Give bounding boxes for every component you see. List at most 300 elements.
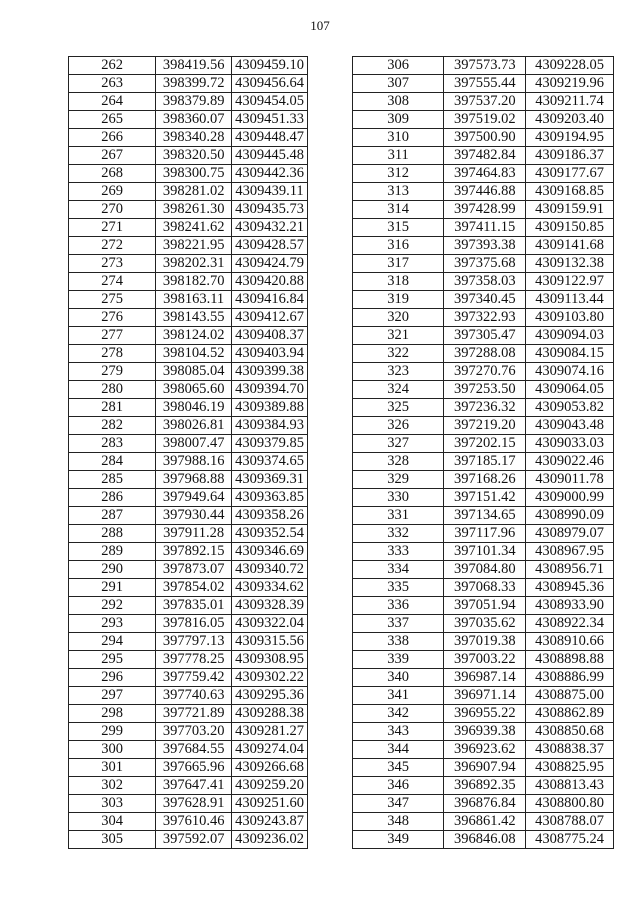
point-number-cell: 317	[353, 255, 444, 273]
table-row	[353, 165, 614, 183]
point-number-cell: 337	[353, 615, 444, 633]
y-coordinate-cell: 4308838.37	[526, 741, 614, 759]
point-number-cell: 312	[353, 165, 444, 183]
x-coordinate-cell: 398419.56	[156, 57, 232, 75]
point-number-cell: 349	[353, 831, 444, 849]
point-number-cell: 329	[353, 471, 444, 489]
x-coordinate-cell: 396907.94	[444, 759, 526, 777]
table-row	[353, 489, 614, 507]
point-number-cell: 304	[69, 813, 156, 831]
y-coordinate-cell: 4309416.84	[232, 291, 308, 309]
table-row	[353, 435, 614, 453]
x-coordinate-cell: 397930.44	[156, 507, 232, 525]
point-number-cell: 274	[69, 273, 156, 291]
x-coordinate-cell: 397358.03	[444, 273, 526, 291]
x-coordinate-cell: 397647.41	[156, 777, 232, 795]
point-number-cell: 314	[353, 201, 444, 219]
x-coordinate-cell: 397446.88	[444, 183, 526, 201]
point-number-cell: 332	[353, 525, 444, 543]
table-row	[353, 471, 614, 489]
point-number-cell: 318	[353, 273, 444, 291]
table-row	[69, 543, 308, 561]
x-coordinate-cell: 397236.32	[444, 399, 526, 417]
x-coordinate-cell: 398202.31	[156, 255, 232, 273]
point-number-cell: 290	[69, 561, 156, 579]
y-coordinate-cell: 4309315.56	[232, 633, 308, 651]
table-row	[69, 759, 308, 777]
y-coordinate-cell: 4308979.07	[526, 525, 614, 543]
point-number-cell: 276	[69, 309, 156, 327]
y-coordinate-cell: 4309445.48	[232, 147, 308, 165]
table-row	[353, 345, 614, 363]
x-coordinate-cell: 396861.42	[444, 813, 526, 831]
table-row	[69, 687, 308, 705]
point-number-cell: 270	[69, 201, 156, 219]
table-row	[353, 561, 614, 579]
x-coordinate-cell: 398163.11	[156, 291, 232, 309]
x-coordinate-cell: 397035.62	[444, 615, 526, 633]
table-row	[69, 309, 308, 327]
table-row	[69, 93, 308, 111]
table-row	[353, 183, 614, 201]
table-row	[69, 363, 308, 381]
table-row	[353, 129, 614, 147]
y-coordinate-cell: 4309456.64	[232, 75, 308, 93]
table-row	[69, 111, 308, 129]
y-coordinate-cell: 4309236.02	[232, 831, 308, 849]
x-coordinate-cell: 397854.02	[156, 579, 232, 597]
y-coordinate-cell: 4308862.89	[526, 705, 614, 723]
y-coordinate-cell: 4308775.24	[526, 831, 614, 849]
table-row	[69, 471, 308, 489]
y-coordinate-cell: 4309369.31	[232, 471, 308, 489]
point-number-cell: 311	[353, 147, 444, 165]
y-coordinate-cell: 4309442.36	[232, 165, 308, 183]
x-coordinate-cell: 397835.01	[156, 597, 232, 615]
table-row	[69, 219, 308, 237]
point-number-cell: 265	[69, 111, 156, 129]
table-row	[69, 777, 308, 795]
point-number-cell: 268	[69, 165, 156, 183]
point-number-cell: 295	[69, 651, 156, 669]
x-coordinate-cell: 397134.65	[444, 507, 526, 525]
table-row	[69, 381, 308, 399]
y-coordinate-cell: 4308850.68	[526, 723, 614, 741]
point-number-cell: 347	[353, 795, 444, 813]
x-coordinate-cell: 397068.33	[444, 579, 526, 597]
point-number-cell: 308	[353, 93, 444, 111]
x-coordinate-cell: 397873.07	[156, 561, 232, 579]
x-coordinate-cell: 398046.19	[156, 399, 232, 417]
x-coordinate-cell: 397003.22	[444, 651, 526, 669]
table-row	[353, 255, 614, 273]
x-coordinate-cell: 398340.28	[156, 129, 232, 147]
y-coordinate-cell: 4309435.73	[232, 201, 308, 219]
y-coordinate-cell: 4309132.38	[526, 255, 614, 273]
x-coordinate-cell: 397628.91	[156, 795, 232, 813]
x-coordinate-cell: 397968.88	[156, 471, 232, 489]
table-row	[353, 327, 614, 345]
x-coordinate-cell: 397703.20	[156, 723, 232, 741]
point-number-cell: 344	[353, 741, 444, 759]
table-row	[69, 255, 308, 273]
table-row	[69, 165, 308, 183]
table-row	[69, 75, 308, 93]
y-coordinate-cell: 4309022.46	[526, 453, 614, 471]
table-row	[69, 417, 308, 435]
point-number-cell: 336	[353, 597, 444, 615]
table-row	[353, 201, 614, 219]
x-coordinate-cell: 398026.81	[156, 417, 232, 435]
y-coordinate-cell: 4309432.21	[232, 219, 308, 237]
x-coordinate-cell: 397592.07	[156, 831, 232, 849]
point-number-cell: 348	[353, 813, 444, 831]
table-row	[69, 453, 308, 471]
point-number-cell: 305	[69, 831, 156, 849]
y-coordinate-cell: 4309328.39	[232, 597, 308, 615]
x-coordinate-cell: 397375.68	[444, 255, 526, 273]
point-number-cell: 307	[353, 75, 444, 93]
x-coordinate-cell: 398085.04	[156, 363, 232, 381]
point-number-cell: 330	[353, 489, 444, 507]
table-row	[69, 507, 308, 525]
x-coordinate-cell: 397797.13	[156, 633, 232, 651]
y-coordinate-cell: 4309389.88	[232, 399, 308, 417]
y-coordinate-cell: 4309228.05	[526, 57, 614, 75]
y-coordinate-cell: 4309340.72	[232, 561, 308, 579]
y-coordinate-cell: 4308788.07	[526, 813, 614, 831]
table-row	[69, 291, 308, 309]
y-coordinate-cell: 4308933.90	[526, 597, 614, 615]
table-row	[353, 111, 614, 129]
y-coordinate-cell: 4309219.96	[526, 75, 614, 93]
table-row	[353, 579, 614, 597]
table-row	[69, 651, 308, 669]
x-coordinate-cell: 397555.44	[444, 75, 526, 93]
x-coordinate-cell: 397168.26	[444, 471, 526, 489]
y-coordinate-cell: 4308875.00	[526, 687, 614, 705]
y-coordinate-cell: 4309374.65	[232, 453, 308, 471]
x-coordinate-cell: 398007.47	[156, 435, 232, 453]
x-coordinate-cell: 397740.63	[156, 687, 232, 705]
table-row	[69, 813, 308, 831]
y-coordinate-cell: 4309064.05	[526, 381, 614, 399]
point-number-cell: 283	[69, 435, 156, 453]
point-number-cell: 310	[353, 129, 444, 147]
y-coordinate-cell: 4308886.99	[526, 669, 614, 687]
point-number-cell: 319	[353, 291, 444, 309]
y-coordinate-cell: 4309379.85	[232, 435, 308, 453]
y-coordinate-cell: 4309150.85	[526, 219, 614, 237]
y-coordinate-cell: 4309084.15	[526, 345, 614, 363]
point-number-cell: 341	[353, 687, 444, 705]
point-number-cell: 298	[69, 705, 156, 723]
point-number-cell: 334	[353, 561, 444, 579]
table-row	[353, 363, 614, 381]
x-coordinate-cell: 397721.89	[156, 705, 232, 723]
table-row	[69, 525, 308, 543]
x-coordinate-cell: 398182.70	[156, 273, 232, 291]
x-coordinate-cell: 397202.15	[444, 435, 526, 453]
y-coordinate-cell: 4308956.71	[526, 561, 614, 579]
table-row	[353, 813, 614, 831]
table-row	[69, 705, 308, 723]
point-number-cell: 313	[353, 183, 444, 201]
point-number-cell: 309	[353, 111, 444, 129]
table-row	[353, 687, 614, 705]
point-number-cell: 335	[353, 579, 444, 597]
y-coordinate-cell: 4309251.60	[232, 795, 308, 813]
table-row	[353, 525, 614, 543]
x-coordinate-cell: 397219.20	[444, 417, 526, 435]
table-row	[69, 615, 308, 633]
point-number-cell: 273	[69, 255, 156, 273]
point-number-cell: 340	[353, 669, 444, 687]
x-coordinate-cell: 398104.52	[156, 345, 232, 363]
point-number-cell: 279	[69, 363, 156, 381]
x-coordinate-cell: 396923.62	[444, 741, 526, 759]
y-coordinate-cell: 4309412.67	[232, 309, 308, 327]
x-coordinate-cell: 398320.50	[156, 147, 232, 165]
point-number-cell: 322	[353, 345, 444, 363]
table-row	[353, 75, 614, 93]
table-row	[353, 453, 614, 471]
y-coordinate-cell: 4309113.44	[526, 291, 614, 309]
table-row	[353, 147, 614, 165]
x-coordinate-cell: 396955.22	[444, 705, 526, 723]
point-number-cell: 342	[353, 705, 444, 723]
x-coordinate-cell: 397084.80	[444, 561, 526, 579]
y-coordinate-cell: 4309281.27	[232, 723, 308, 741]
y-coordinate-cell: 4309454.05	[232, 93, 308, 111]
table-row	[69, 399, 308, 417]
table-row	[69, 57, 308, 75]
point-number-cell: 275	[69, 291, 156, 309]
table-row	[353, 669, 614, 687]
x-coordinate-cell: 397892.15	[156, 543, 232, 561]
y-coordinate-cell: 4309168.85	[526, 183, 614, 201]
x-coordinate-cell: 397537.20	[444, 93, 526, 111]
table-row	[353, 507, 614, 525]
y-coordinate-cell: 4309302.22	[232, 669, 308, 687]
x-coordinate-cell: 398360.07	[156, 111, 232, 129]
table-body	[69, 57, 308, 849]
y-coordinate-cell: 4309451.33	[232, 111, 308, 129]
y-coordinate-cell: 4309266.68	[232, 759, 308, 777]
point-number-cell: 297	[69, 687, 156, 705]
x-coordinate-cell: 397949.64	[156, 489, 232, 507]
point-number-cell: 323	[353, 363, 444, 381]
y-coordinate-cell: 4309420.88	[232, 273, 308, 291]
y-coordinate-cell: 4309259.20	[232, 777, 308, 795]
point-number-cell: 292	[69, 597, 156, 615]
table-row	[69, 129, 308, 147]
y-coordinate-cell: 4309274.04	[232, 741, 308, 759]
y-coordinate-cell: 4309203.40	[526, 111, 614, 129]
point-number-cell: 316	[353, 237, 444, 255]
point-number-cell: 339	[353, 651, 444, 669]
table-row	[69, 345, 308, 363]
point-number-cell: 327	[353, 435, 444, 453]
x-coordinate-cell: 397482.84	[444, 147, 526, 165]
y-coordinate-cell: 4309177.67	[526, 165, 614, 183]
y-coordinate-cell: 4309428.57	[232, 237, 308, 255]
table-row	[69, 327, 308, 345]
y-coordinate-cell: 4309141.68	[526, 237, 614, 255]
y-coordinate-cell: 4309159.91	[526, 201, 614, 219]
x-coordinate-cell: 397411.15	[444, 219, 526, 237]
y-coordinate-cell: 4309408.37	[232, 327, 308, 345]
table-row	[69, 435, 308, 453]
y-coordinate-cell: 4309384.93	[232, 417, 308, 435]
point-number-cell: 269	[69, 183, 156, 201]
x-coordinate-cell: 397988.16	[156, 453, 232, 471]
point-number-cell: 266	[69, 129, 156, 147]
x-coordinate-cell: 397610.46	[156, 813, 232, 831]
point-number-cell: 278	[69, 345, 156, 363]
point-number-cell: 294	[69, 633, 156, 651]
y-coordinate-cell: 4309243.87	[232, 813, 308, 831]
table-row	[69, 237, 308, 255]
x-coordinate-cell: 396876.84	[444, 795, 526, 813]
y-coordinate-cell: 4309033.03	[526, 435, 614, 453]
point-number-cell: 345	[353, 759, 444, 777]
table-row	[353, 723, 614, 741]
y-coordinate-cell: 4309448.47	[232, 129, 308, 147]
table-row	[69, 597, 308, 615]
y-coordinate-cell: 4309053.82	[526, 399, 614, 417]
table-row	[353, 597, 614, 615]
y-coordinate-cell: 4309352.54	[232, 525, 308, 543]
table-row	[353, 219, 614, 237]
x-coordinate-cell: 398221.95	[156, 237, 232, 255]
y-coordinate-cell: 4309074.16	[526, 363, 614, 381]
table-row	[353, 381, 614, 399]
point-number-cell: 262	[69, 57, 156, 75]
point-number-cell: 343	[353, 723, 444, 741]
table-body	[353, 57, 614, 849]
y-coordinate-cell: 4309000.99	[526, 489, 614, 507]
table-row	[353, 543, 614, 561]
y-coordinate-cell: 4308922.34	[526, 615, 614, 633]
x-coordinate-cell: 397051.94	[444, 597, 526, 615]
point-number-cell: 263	[69, 75, 156, 93]
point-number-cell: 299	[69, 723, 156, 741]
table-row	[353, 705, 614, 723]
x-coordinate-cell: 396987.14	[444, 669, 526, 687]
point-number-cell: 306	[353, 57, 444, 75]
x-coordinate-cell: 398143.55	[156, 309, 232, 327]
point-number-cell: 281	[69, 399, 156, 417]
y-coordinate-cell: 4308967.95	[526, 543, 614, 561]
y-coordinate-cell: 4308945.36	[526, 579, 614, 597]
point-number-cell: 315	[353, 219, 444, 237]
y-coordinate-cell: 4309194.95	[526, 129, 614, 147]
table-row	[69, 633, 308, 651]
point-number-cell: 285	[69, 471, 156, 489]
y-coordinate-cell: 4309424.79	[232, 255, 308, 273]
y-coordinate-cell: 4309103.80	[526, 309, 614, 327]
table-row	[69, 201, 308, 219]
x-coordinate-cell: 397911.28	[156, 525, 232, 543]
table-row	[69, 795, 308, 813]
y-coordinate-cell: 4309094.03	[526, 327, 614, 345]
y-coordinate-cell: 4309358.26	[232, 507, 308, 525]
x-coordinate-cell: 397519.02	[444, 111, 526, 129]
y-coordinate-cell: 4309295.36	[232, 687, 308, 705]
x-coordinate-cell: 397117.96	[444, 525, 526, 543]
table-row	[353, 291, 614, 309]
point-number-cell: 267	[69, 147, 156, 165]
x-coordinate-cell: 397101.34	[444, 543, 526, 561]
point-number-cell: 326	[353, 417, 444, 435]
y-coordinate-cell: 4309403.94	[232, 345, 308, 363]
table-row	[353, 651, 614, 669]
point-number-cell: 284	[69, 453, 156, 471]
table-row	[353, 93, 614, 111]
point-number-cell: 291	[69, 579, 156, 597]
x-coordinate-cell: 397340.45	[444, 291, 526, 309]
x-coordinate-cell: 396892.35	[444, 777, 526, 795]
x-coordinate-cell: 397816.05	[156, 615, 232, 633]
x-coordinate-cell: 397778.25	[156, 651, 232, 669]
page-number: 107	[310, 18, 330, 33]
x-coordinate-cell: 398124.02	[156, 327, 232, 345]
x-coordinate-cell: 397665.96	[156, 759, 232, 777]
x-coordinate-cell: 397428.99	[444, 201, 526, 219]
y-coordinate-cell: 4308813.43	[526, 777, 614, 795]
point-number-cell: 300	[69, 741, 156, 759]
y-coordinate-cell: 4309211.74	[526, 93, 614, 111]
x-coordinate-cell: 396846.08	[444, 831, 526, 849]
y-coordinate-cell: 4309186.37	[526, 147, 614, 165]
point-number-cell: 286	[69, 489, 156, 507]
x-coordinate-cell: 398241.62	[156, 219, 232, 237]
point-number-cell: 293	[69, 615, 156, 633]
point-number-cell: 338	[353, 633, 444, 651]
table-row	[353, 741, 614, 759]
point-number-cell: 282	[69, 417, 156, 435]
y-coordinate-cell: 4308898.88	[526, 651, 614, 669]
point-number-cell: 289	[69, 543, 156, 561]
table-row	[69, 489, 308, 507]
x-coordinate-cell: 398065.60	[156, 381, 232, 399]
x-coordinate-cell: 398399.72	[156, 75, 232, 93]
point-number-cell: 346	[353, 777, 444, 795]
coordinate-table-right	[352, 56, 614, 849]
y-coordinate-cell: 4309308.95	[232, 651, 308, 669]
table-row	[69, 579, 308, 597]
y-coordinate-cell: 4309459.10	[232, 57, 308, 75]
x-coordinate-cell: 397393.38	[444, 237, 526, 255]
table-row	[353, 273, 614, 291]
point-number-cell: 302	[69, 777, 156, 795]
point-number-cell: 288	[69, 525, 156, 543]
point-number-cell: 287	[69, 507, 156, 525]
y-coordinate-cell: 4309399.38	[232, 363, 308, 381]
table-row	[69, 723, 308, 741]
x-coordinate-cell: 396971.14	[444, 687, 526, 705]
x-coordinate-cell: 397322.93	[444, 309, 526, 327]
x-coordinate-cell: 397684.55	[156, 741, 232, 759]
point-number-cell: 333	[353, 543, 444, 561]
x-coordinate-cell: 397500.90	[444, 129, 526, 147]
x-coordinate-cell: 398379.89	[156, 93, 232, 111]
table-row	[353, 237, 614, 255]
x-coordinate-cell: 397019.38	[444, 633, 526, 651]
table-row	[353, 759, 614, 777]
table-row	[353, 633, 614, 651]
